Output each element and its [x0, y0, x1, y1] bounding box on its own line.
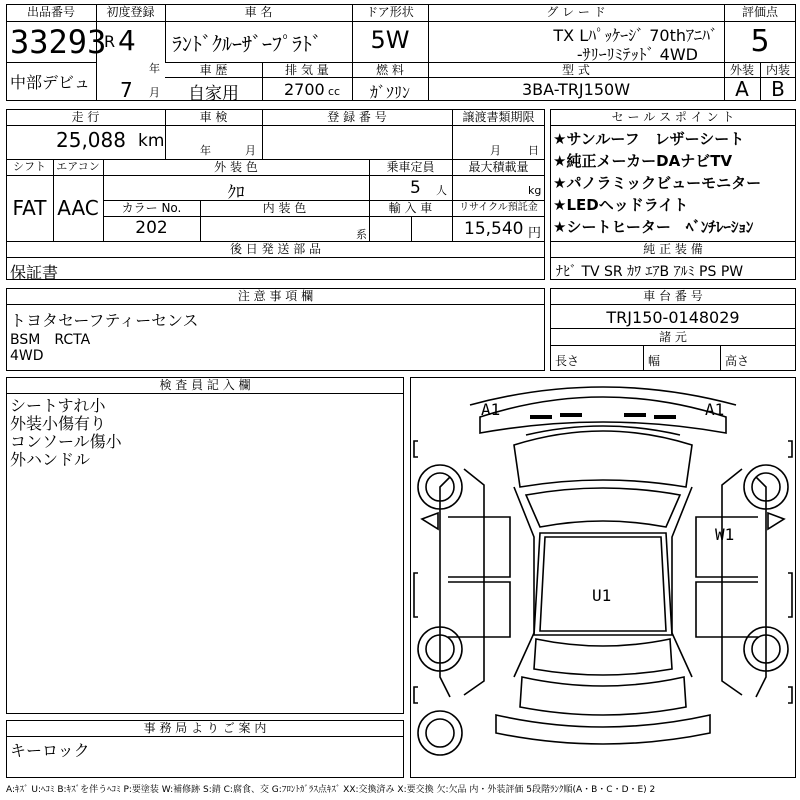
displacement-label: 排 気 量: [285, 63, 329, 77]
ext-rating-label: 外装: [729, 63, 754, 77]
grade-label: グ レ ー ド: [546, 5, 606, 19]
sales-point-item: ★サンルーフ レザーシート: [553, 130, 745, 148]
rating-label: 評価点: [741, 5, 778, 19]
load-unit: kg: [528, 184, 542, 197]
ext-color-value: ｸﾛ: [227, 183, 245, 203]
capacity-value: 5: [410, 178, 421, 198]
inspector-line: シートすれ小: [10, 396, 106, 415]
fuel-value: ｶﾞｿﾘﾝ: [369, 83, 410, 102]
sales-point-item: ★LEDヘッドライト: [553, 196, 689, 214]
reg-year: 4: [118, 24, 136, 57]
sales-point-item: ★純正メーカーDAナビTV: [553, 152, 733, 170]
ext-rating: A: [735, 77, 749, 101]
displacement-unit: cc: [328, 85, 341, 98]
legend-text: A:ｷｽﾞ U:ﾍｺﾐ B:ｷｽﾞを伴うﾍｺﾐ P:要塗装 W:補修跡 S:錆 C:腐食、交 G:ﾌﾛﾝﾄｶﾞﾗｽ点ｷｽﾞ XX:交換済み X:要交換 欠:欠品 内・外装評価 5段階ﾗﾝｸ順(A・B・C・D・E) 2: [6, 785, 656, 795]
chassis-label: 車 台 番 号: [643, 289, 703, 303]
import-label: 輸 入 車: [388, 201, 433, 215]
shift-value: FAT: [12, 196, 47, 220]
door-label: ドア形状: [366, 5, 414, 19]
inspection-month-unit: 月: [245, 144, 256, 157]
sales-point-item: ★パノラミックビューモニター: [553, 174, 762, 192]
dimensions-label: 諸 元: [659, 330, 687, 344]
history-value: 自家用: [188, 84, 239, 104]
year-unit: 年: [149, 62, 160, 75]
color-no-value: 202: [135, 218, 168, 238]
inspector-line: 外ハンドル: [10, 450, 91, 469]
notes-line: トヨタセーフティーセンス: [10, 311, 199, 330]
inspection-year-unit: 年: [200, 144, 211, 157]
office-label: 事 務 局 よ り ご 案 内: [143, 721, 267, 735]
int-rating-label: 内装: [765, 63, 790, 77]
model-label: 型 式: [562, 63, 590, 77]
month-unit: 月: [149, 86, 160, 99]
damage-mark-front-left: A1: [481, 400, 501, 419]
grade-line1: TX Lﾊﾟｯｹｰｼﾞ 70thｱﾆﾊﾞ: [553, 26, 718, 45]
inspector-label: 検 査 員 記 入 欄: [159, 378, 251, 392]
inspector-line: コンソール傷小: [10, 432, 122, 451]
debut-label: 中部デビュ: [10, 73, 91, 92]
car-diagram: [410, 377, 796, 778]
transfer-day-unit: 日: [528, 144, 539, 157]
color-no-label: カラー No.: [121, 201, 182, 215]
ac-value: AAC: [57, 196, 99, 220]
inspector-line: 外装小傷有り: [10, 414, 107, 433]
capacity-label: 乗車定員: [386, 160, 435, 174]
recycle-value: 15,540: [464, 219, 524, 239]
recycle-unit: 円: [528, 226, 542, 241]
mileage-value: 25,088: [56, 128, 126, 152]
notes-line: 4WD: [10, 348, 44, 364]
rating-value: 5: [750, 24, 770, 59]
sales-point-item: ★シートヒーター ﾍﾞﾝﾁﾚｰｼｮﾝ: [553, 218, 754, 236]
int-color-label: 内 装 色: [262, 201, 307, 215]
damage-mark-right-side: W1: [715, 525, 735, 544]
capacity-unit: 人: [436, 184, 447, 197]
dim-length-label: 長さ: [555, 354, 580, 368]
model-value: 3BA-TRJ150W: [521, 80, 631, 99]
recycle-label: リサイクル預託金: [459, 202, 538, 213]
car-name: ﾗﾝﾄﾞｸﾙｰｻﾞｰﾌﾟﾗﾄﾞ: [172, 32, 322, 56]
office-value: キーロック: [10, 741, 90, 760]
equipment-value: ﾅﾋﾞ TV SR ｶﾜ ｴｱB ｱﾙﾐ PS PW: [556, 264, 744, 280]
later-parts-value: 保証書: [10, 263, 59, 282]
int-rating: B: [771, 77, 785, 101]
inspection-label: 車 検: [199, 110, 228, 124]
transfer-label: 譲渡書類期限: [462, 110, 535, 124]
car-name-label: 車 名: [244, 5, 273, 19]
equipment-label: 純 正 装 備: [643, 242, 703, 256]
load-label: 最大積載量: [468, 160, 529, 174]
dim-height-label: 高さ: [725, 354, 750, 368]
damage-mark-center: U1: [592, 586, 612, 605]
lot-number: 33293: [10, 23, 107, 61]
lot-label: 出品番号: [26, 5, 75, 19]
reg-no-label: 登 録 番 号: [327, 110, 387, 124]
fuel-label: 燃 料: [376, 63, 404, 77]
grade-line2: -ｻﾘｰﾘﾐﾃｯﾄﾞ 4WD: [576, 45, 698, 64]
reg-month: 7: [120, 78, 133, 102]
int-color-unit: 系: [356, 228, 367, 241]
era: R: [104, 32, 116, 51]
notes-label: 注 意 事 項 欄: [237, 289, 314, 303]
first-reg-label: 初度登録: [106, 5, 155, 19]
displacement-value: 2700: [284, 80, 325, 99]
history-label: 車 歴: [199, 63, 228, 77]
sales-points-label: セ ー ル ス ポ イ ン ト: [611, 110, 735, 124]
shift-label: シフト: [13, 160, 46, 173]
mileage-label: 走 行: [71, 110, 100, 124]
mileage-unit: km: [138, 131, 165, 151]
transfer-month-unit: 月: [490, 144, 501, 157]
dim-width-label: 幅: [648, 354, 661, 368]
door-value: 5W: [370, 26, 410, 54]
later-parts-label: 後 日 発 送 部 品: [229, 242, 322, 256]
notes-line: BSM RCTA: [10, 332, 91, 348]
ext-color-label: 外 装 色: [214, 160, 258, 174]
ac-label: エアコン: [56, 160, 100, 173]
damage-mark-front-right: A1: [705, 400, 725, 419]
chassis-value: TRJ150-0148029: [606, 308, 740, 327]
